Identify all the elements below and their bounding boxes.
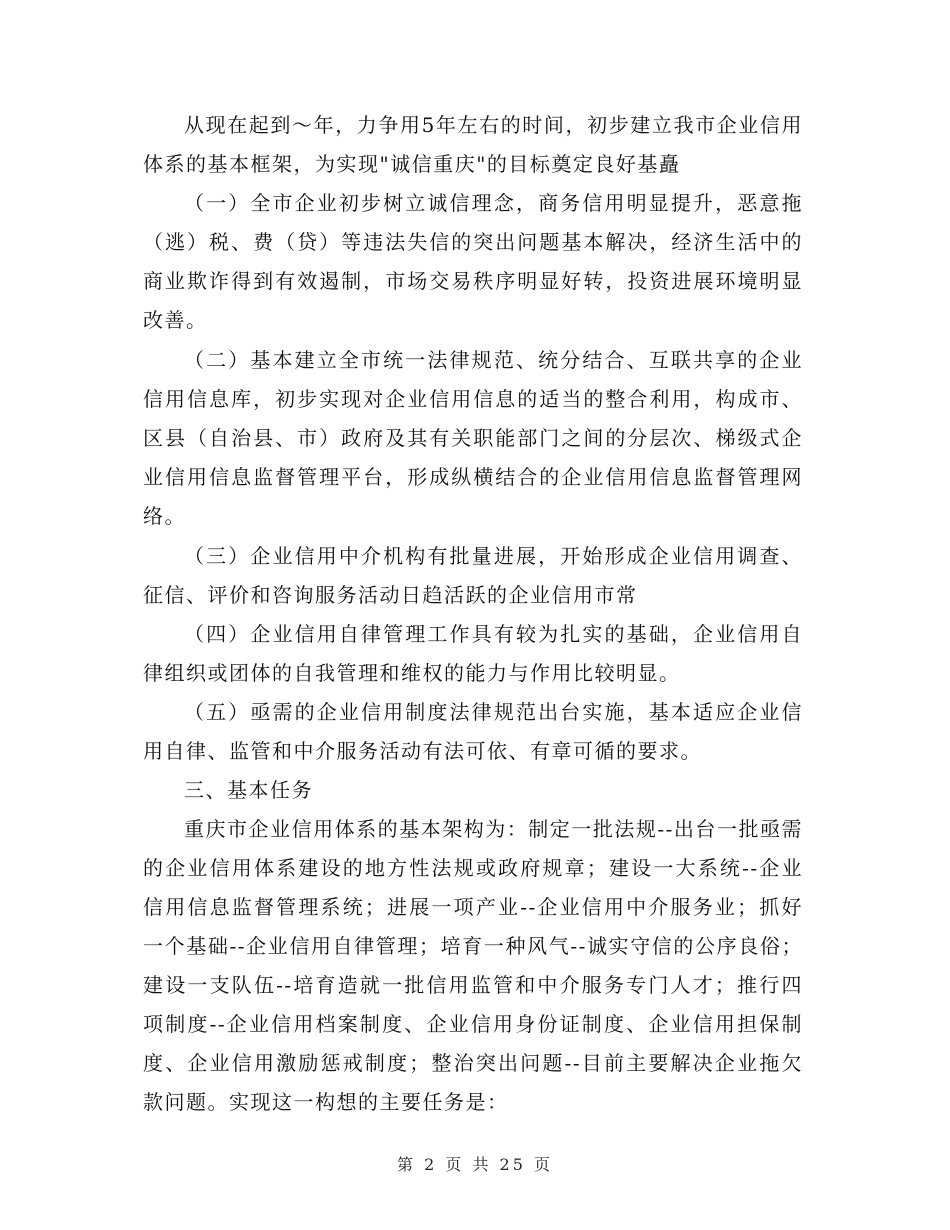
document-body — [143, 106, 803, 1122]
paragraph-goal-1: （一）全市企业初步树立诚信理念，商务信用明显提升，恶意拖（逃）税、费（贷）等违法失信的突出问题基本解决，经济生活中的商业欺诈得到有效遏制，市场交易秩序明显好转，投资进展环境明显改善。 — [143, 191, 803, 332]
paragraph-tasks: 重庆市企业信用体系的基本架构为：制定一批法规--出台一批亟需的企业信用体系建设的地方性法规或政府规章；建设一大系统--企业信用信息监督管理系统；进展一项产业--企业信用中介服务业；抓好一个基础--企业信用自律管理；培育一种风气--诚实守信的公序良俗；建设一支队伍--培育造就一批信用监管和中介服务专门人才；推行四项制度--企业信用档案制度、企业信用身份证制度、企业信用担保制度、企业信用激励惩戒制度；整治突出问题--目前主要解决企业拖欠款问题。实现这一构想的主要任务是： — [143, 817, 803, 1114]
paragraph-intro: 从现在起到～年，力争用5年左右的时间，初步建立我市企业信用体系的基本框架，为实现"诚信重庆"的目标奠定良好基矗 — [143, 113, 803, 176]
paragraph-goal-3: （三）企业信用中介机构有批量进展，开始形成企业信用调查、征信、评价和咨询服务活动日趋活跃的企业信用市常 — [143, 544, 803, 607]
paragraph-goal-4: （四）企业信用自律管理工作具有较为扎实的基础，企业信用自律组织或团体的自我管理和维权的能力与作用比较明显。 — [143, 622, 803, 685]
section-heading: 三、基本任务 — [184, 778, 313, 802]
page-number-footer: 第 2 页 共 25 页 — [397, 1155, 553, 1174]
paragraph-goal-5: （五）亟需的企业信用制度法律规范出台实施，基本适应企业信用自律、监管和中介服务活动有法可依、有章可循的要求。 — [143, 700, 803, 763]
paragraph-goal-2: （二）基本建立全市统一法律规范、统分结合、互联共享的企业信用信息库，初步实现对企业信用信息的适当的整合利用，构成市、区县（自治县、市）政府及其有关职能部门之间的分层次、梯级式企业信用信息监督管理平台，形成纵横结合的企业信用信息监督管理网络。 — [143, 348, 803, 528]
